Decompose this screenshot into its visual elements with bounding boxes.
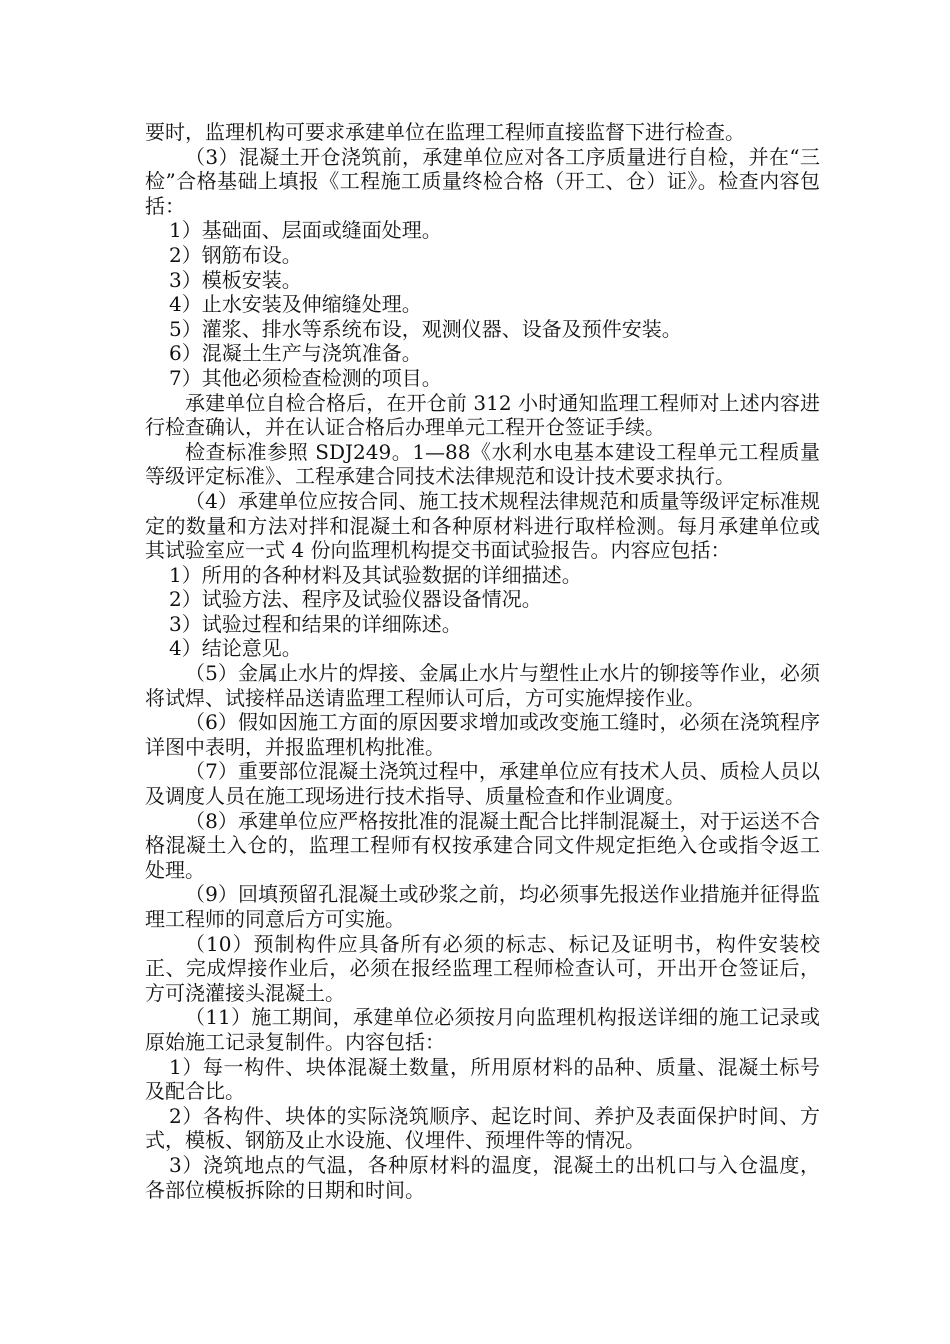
list-item: 1）每一构件、块体混凝土数量，所用原材料的品种、质量、混凝土标号及配合比。 bbox=[145, 1054, 820, 1104]
paragraph-item-5: （5）金属止水片的焊接、金属止水片与塑性止水片的铆接等作业，必须将试焊、试接样品送请监理工程师认可后，方可实施焊接作业。 bbox=[145, 661, 820, 710]
list-item: 3）浇筑地点的气温，各种原材料的温度，混凝土的出机口与入仓温度，各部位模板拆除的日期和时间。 bbox=[145, 1152, 820, 1202]
paragraph-item-11: （11）施工期间，承建单位必须按月向监理机构报送详细的施工记录或原始施工记录复制件。内容包括： bbox=[145, 1005, 820, 1054]
paragraph-item-3: （3）混凝土开仓浇筑前，承建单位应对各工序质量进行自检，并在“三检”合格基础上填报《工程施工质量终检合格（开工、仓）证》。检查内容包括： bbox=[145, 144, 820, 218]
list-item: 3）模板安装。 bbox=[169, 267, 302, 292]
paragraph-item-7: （7）重要部位混凝土浇筑过程中，承建单位应有技术人员、质检人员以及调度人员在施工现场进行技术指导、质量检查和作业调度。 bbox=[145, 759, 820, 809]
list-item: 2）各构件、块体的实际浇筑顺序、起讫时间、养护及表面保护时间、方式，模板、钢筋及止水设施、仪埋件、预埋件等的情况。 bbox=[145, 1103, 820, 1153]
list-item: 4）止水安装及伸缩缝处理。 bbox=[169, 292, 422, 317]
paragraph-item-9: （9）回填预留孔混凝土或砂浆之前，均必须事先报送作业措施并征得监理工程师的同意后方可实施。 bbox=[145, 882, 820, 931]
list-item: 1）所用的各种材料及其试验数据的详细描述。 bbox=[169, 562, 582, 587]
paragraph-continuation: 要时，监理机构可要求承建单位在监理工程师直接监督下进行检查。 bbox=[145, 120, 745, 144]
document-body bbox=[145, 120, 820, 1202]
list-item: 4）结论意见。 bbox=[169, 636, 302, 661]
list-item: 2）试验方法、程序及试验仪器设备情况。 bbox=[169, 587, 542, 612]
list-item: 1）基础面、层面或缝面处理。 bbox=[169, 218, 442, 243]
list-item: 3）试验过程和结果的详细陈述。 bbox=[169, 611, 462, 636]
paragraph-self-check: 承建单位自检合格后，在开仓前 312 小时通知监理工程师对上述内容进行检查确认，并在认证合格后办理单元工程开仓签证手续。 bbox=[145, 390, 820, 440]
paragraph-item-8: （8）承建单位应严格按批准的混凝土配合比拌制混凝土，对于运送不合格混凝土入仓的，监理工程师有权按承建合同文件规定拒绝入仓或指令返工处理。 bbox=[145, 808, 820, 882]
paragraph-standard: 检查标准参照 SDJ249。1—88《水利水电基本建设工程单元工程质量等级评定标准》、工程承建合同技术法律规范和设计技术要求执行。 bbox=[145, 439, 820, 489]
list-item: 2）钢筋布设。 bbox=[169, 242, 302, 267]
paragraph-item-10: （10）预制构件应具备所有必须的标志、标记及证明书，构件安装校正、完成焊接作业后，必须在报经监理工程师检查认可，开出开仓签证后，方可浇灌接头混凝土。 bbox=[145, 931, 820, 1005]
paragraph-item-4: （4）承建单位应按合同、施工技术规程法律规范和质量等级评定标准规定的数量和方法对拌和混凝土和各种原材料进行取样检测。每月承建单位或其试验室应一式 4 份向监理机构提交书面试验报告。内容应包括： bbox=[145, 488, 820, 563]
list-item: 5）灌浆、排水等系统布设，观测仪器、设备及预件安装。 bbox=[169, 316, 682, 341]
list-item: 7）其他必须检查检测的项目。 bbox=[169, 365, 442, 390]
paragraph-item-6: （6）假如因施工方面的原因要求增加或改变施工缝时，必须在浇筑程序详图中表明，并报监理机构批准。 bbox=[145, 710, 820, 759]
list-item: 6）混凝土生产与浇筑准备。 bbox=[169, 341, 422, 366]
